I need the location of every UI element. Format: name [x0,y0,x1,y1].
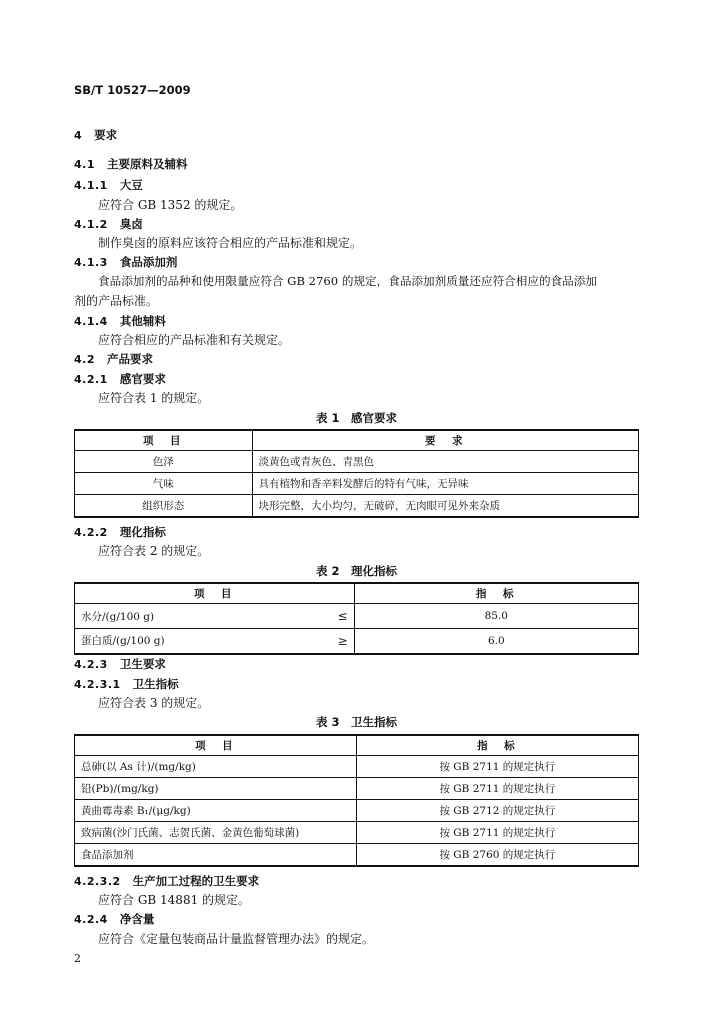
section-4-2-2-text: 应符合表 2 的规定。 [98,544,210,558]
table-cell: 组织形态 [75,495,253,518]
table-header-cell: 要 求 [252,430,638,451]
table3-caption: 表 3 卫生指标 [315,715,397,729]
table-cell: 水分/(g/100 g) [75,604,315,629]
table-row [75,844,639,867]
table-header-row [75,735,639,756]
section-4-2-3-2-heading [74,873,259,890]
table-cell: 6.0 [354,629,638,654]
section-number: 4.2.3.1 [74,678,121,691]
section-title: 生产加工过程的卫生要求 [132,874,260,888]
section-4-2-heading [74,351,153,368]
table-row [75,473,639,495]
section-number: 4.1.4 [74,315,108,328]
table-row [75,800,639,822]
section-4-1-1-heading [74,177,143,194]
page-number: 2 [74,952,81,965]
section-4-2-3-heading [74,656,166,673]
table-header-cell: 项 目 [75,430,253,451]
section-4-1-2-heading [74,216,143,233]
table2 [74,582,639,655]
section-title: 臭卤 [119,217,143,231]
section-4-2-1-heading [74,371,166,388]
table-header-row [75,430,639,451]
section-4-2-4-heading [74,911,154,928]
table-header-cell: 项 目 [75,735,357,756]
section-4-2-1-text: 应符合表 1 的规定。 [98,391,210,405]
table-cell: 按 GB 2711 的规定执行 [356,778,638,800]
table-cell: 具有植物和香辛料发酵后的特有气味，无异味 [252,473,638,495]
table-cell-operator: ≥ [314,629,354,654]
section-4-1-1-text: 应符合 GB 1352 的规定。 [98,198,243,212]
section-number: 4.2.4 [74,913,108,926]
section-title: 其他辅料 [119,314,166,328]
section-number: 4.1.1 [74,179,108,192]
section-4-2-3-1-heading [74,676,179,693]
table-cell: 致病菌(沙门氏菌、志贺氏菌、金黄色葡萄球菌) [75,822,357,844]
section-number: 4.2.2 [74,526,108,539]
table-cell: 总砷(以 As 计)/(mg/kg) [75,756,357,778]
section-number: 4 [74,129,83,142]
table-row [75,778,639,800]
table-header-cell: 指 标 [354,583,638,604]
table-cell: 淡黄色或青灰色、青黑色 [252,451,638,473]
section-4-1-4-heading [74,313,166,330]
section-4-2-2-heading [74,524,166,541]
table-cell: 铅(Pb)/(mg/kg) [75,778,357,800]
table-row [75,495,639,518]
table-cell: 黄曲霉毒素 B₁/(μg/kg) [75,800,357,822]
section-4-1-3-text-line1: 食品添加剂的品种和使用限量应符合 GB 2760 的规定，食品添加剂质量还应符合相应的食品添加 [98,274,597,288]
section-number: 4.1 [74,158,95,171]
section-number: 4.2.1 [74,373,108,386]
table-row [75,629,639,654]
table2-caption: 表 2 理化指标 [315,564,397,578]
table-cell: 85.0 [354,604,638,629]
section-4-2-3-1-text: 应符合表 3 的规定。 [98,696,210,710]
table-row [75,822,639,844]
table-cell: 蛋白质/(g/100 g) [75,629,315,654]
section-4-2-4-text: 应符合《定量包装商品计量监督管理办法》的规定。 [98,932,375,946]
section-number: 4.2.3.2 [74,875,121,888]
table-cell: 食品添加剂 [75,844,357,867]
table-header-cell: 指 标 [356,735,638,756]
section-title: 要求 [94,128,118,142]
table-row [75,756,639,778]
standard-code: SB/T 10527—2009 [74,83,191,97]
section-4-1-3-text-line2: 剂的产品标准。 [74,294,159,308]
section-title: 产品要求 [107,352,153,366]
table-header-row [75,583,639,604]
section-title: 大豆 [119,178,143,192]
section-number: 4.2 [74,353,95,366]
section-number: 4.1.3 [74,256,108,269]
section-number: 4.1.2 [74,218,108,231]
section-title: 主要原料及辅料 [107,157,188,171]
table-cell-operator: ≤ [314,604,354,629]
section-4-1-2-text: 制作臭卤的原料应该符合相应的产品标准和规定。 [98,236,363,250]
table-cell: 块形完整，大小均匀，无破碎，无肉眼可见外来杂质 [252,495,638,518]
table-cell: 按 GB 2760 的规定执行 [356,844,638,867]
table1 [74,429,639,518]
section-4-2-3-2-text: 应符合 GB 14881 的规定。 [98,893,251,907]
table-cell: 色泽 [75,451,253,473]
table-cell: 按 GB 2711 的规定执行 [356,756,638,778]
section-title: 卫生要求 [119,657,166,671]
section-4-heading [74,127,117,144]
table-row [75,604,639,629]
section-4-1-3-heading [74,254,177,271]
table-cell: 气味 [75,473,253,495]
section-title: 净含量 [119,912,155,926]
section-4-1-4-text: 应符合相应的产品标准和有关规定。 [98,333,291,347]
table1-caption: 表 1 感官要求 [315,411,397,425]
section-4-1-heading [74,156,188,173]
table-cell: 按 GB 2712 的规定执行 [356,800,638,822]
table-row [75,451,639,473]
section-title: 理化指标 [119,525,166,539]
section-title: 感官要求 [119,372,166,386]
section-title: 食品添加剂 [119,255,178,269]
section-number: 4.2.3 [74,658,108,671]
section-title: 卫生指标 [132,677,179,691]
table-cell: 按 GB 2711 的规定执行 [356,822,638,844]
table-header-cell: 项 目 [75,583,355,604]
table3 [74,734,639,867]
